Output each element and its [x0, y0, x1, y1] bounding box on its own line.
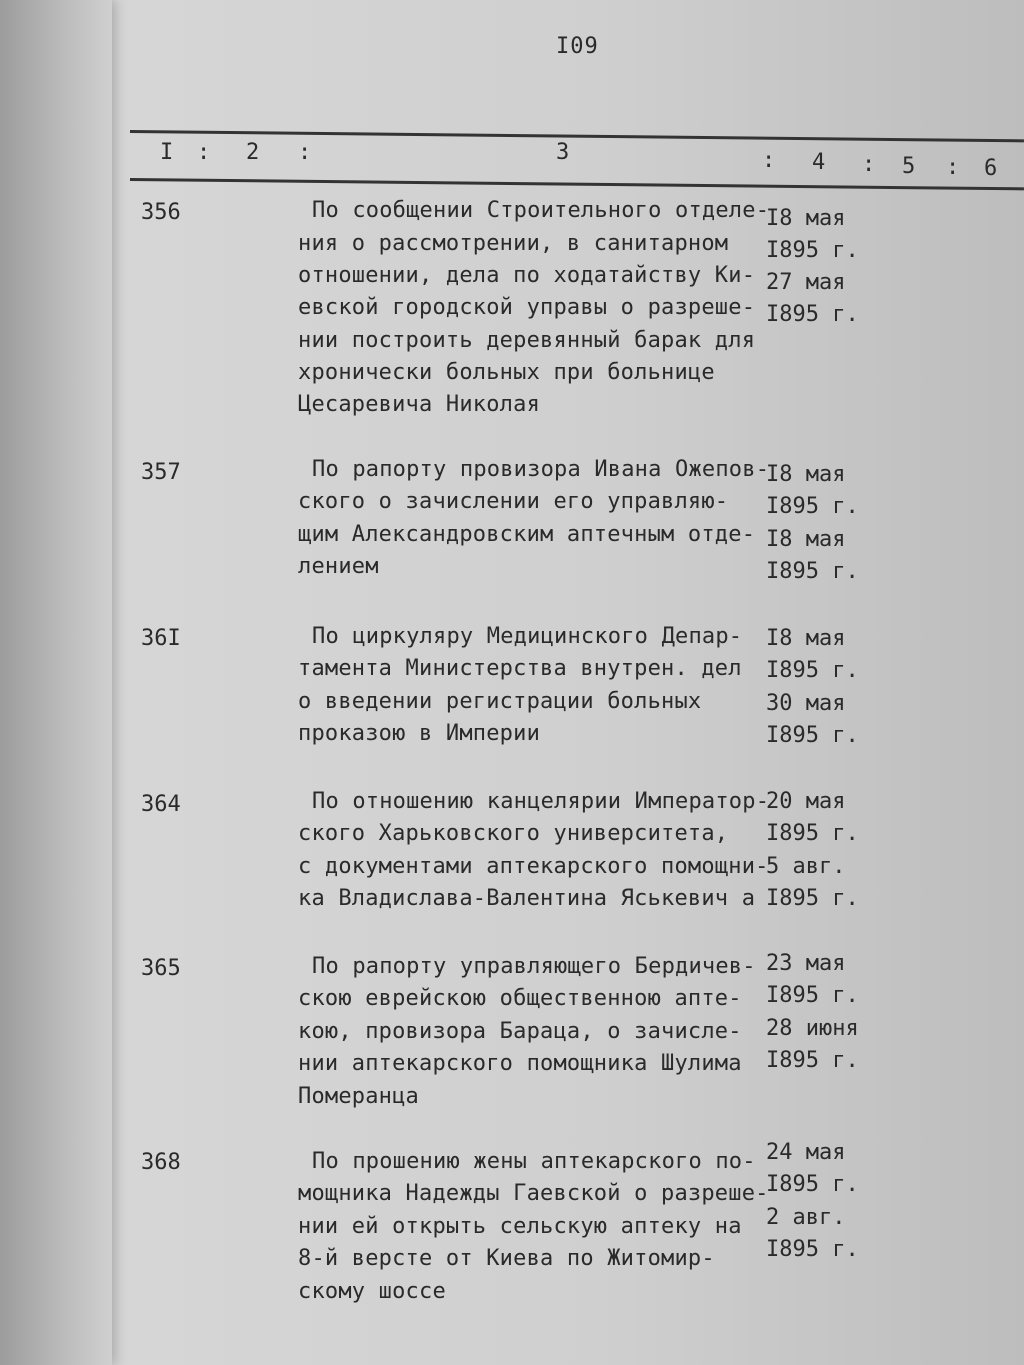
entry-date: 24 мая — [766, 1140, 846, 1165]
entry-number: 364 — [141, 792, 181, 817]
entry-text-line: ка Владислава-Валентина Яськевич а — [298, 886, 756, 911]
entry-number: 357 — [141, 460, 181, 485]
entry-number: 365 — [141, 956, 181, 981]
entry-text-line: хронически больных при больнице — [298, 360, 715, 385]
entry-date: 23 мая — [766, 951, 846, 976]
column-header-1: I — [160, 140, 174, 165]
column-header-4: 4 — [812, 150, 826, 175]
entry-text-line: Цесаревича Николая — [298, 392, 541, 417]
entry-number: 368 — [141, 1150, 181, 1175]
entry-text-line: отношении, дела по ходатайству Ки- — [298, 263, 756, 288]
entry-date: I895 г. — [766, 821, 859, 846]
page-number: I09 — [556, 34, 599, 59]
entry-text-line: скою еврейскою общественною апте- — [298, 986, 742, 1011]
entry-text-line: нии построить деревянный барак для — [298, 328, 756, 353]
column-header-sep: : — [862, 152, 876, 177]
binding-gutter — [0, 0, 112, 1365]
column-header-3: 3 — [556, 140, 570, 165]
entry-text-line: скому шоссе — [298, 1279, 446, 1304]
entry-date: I8 мая — [766, 527, 846, 552]
entry-date: I895 г. — [766, 1172, 859, 1197]
entry-text-line: ского о зачислении его управляю- — [298, 489, 729, 514]
entry-date: 28 июня — [766, 1016, 859, 1041]
entry-text-line: По рапорту управляющего Бердичев- — [312, 954, 756, 979]
table-header-bottom-rule — [130, 178, 1024, 190]
entry-date: I8 мая — [766, 462, 846, 487]
entry-text-line: нии ей открыть сельскую аптеку на — [298, 1214, 742, 1239]
entry-text-line: нии аптекарского помощника Шулима — [298, 1051, 742, 1076]
column-header-sep: : — [762, 148, 776, 173]
column-header-2: 2 — [246, 140, 260, 165]
entry-date: I895 г. — [766, 559, 859, 584]
entry-date: 5 авг. — [766, 854, 846, 879]
entry-text-line: ния о рассмотрении, в санитарном — [298, 231, 729, 256]
column-header-sep: : — [298, 140, 312, 165]
entry-date: I8 мая — [766, 626, 846, 651]
entry-number: 36I — [141, 626, 181, 651]
column-header-sep: : — [197, 140, 211, 165]
entry-date: I895 г. — [766, 238, 859, 263]
entry-date: I8 мая — [766, 206, 846, 231]
entry-date: I895 г. — [766, 723, 859, 748]
entry-text-line: По сообщении Строительного отделе- — [312, 198, 770, 223]
entry-text-line: с документами аптекарского помощни- — [298, 854, 769, 879]
entry-text-line: тамента Министерства внутрен. дел — [298, 656, 742, 681]
entry-text-line: По отношению канцелярии Император- — [312, 789, 770, 814]
entry-date: 30 мая — [766, 691, 846, 716]
entry-text-line: По прошению жены аптекарского по- — [312, 1149, 756, 1174]
entry-date: I895 г. — [766, 1237, 859, 1262]
entry-date: I895 г. — [766, 494, 859, 519]
entry-date: I895 г. — [766, 886, 859, 911]
table-header-top-rule — [130, 130, 1024, 142]
entry-text-line: о введении регистрации больных — [298, 689, 702, 714]
entry-text-line: 8-й версте от Киева по Житомир- — [298, 1246, 715, 1271]
entry-text-line: По рапорту провизора Ивана Ожепов- — [312, 457, 770, 482]
column-header-sep: : — [946, 155, 960, 180]
entry-text-line: щим Александровским аптечным отде- — [298, 522, 756, 547]
entry-date: I895 г. — [766, 1048, 859, 1073]
entry-date: 2 авг. — [766, 1205, 846, 1230]
entry-text-line: лением — [298, 554, 379, 579]
entry-text-line: евской городской управы о разреше- — [298, 295, 756, 320]
column-header-6: 6 — [984, 156, 998, 181]
entry-text-line: По циркуляру Медицинского Депар- — [312, 624, 743, 649]
entry-date: I895 г. — [766, 302, 859, 327]
entry-text-line: Померанца — [298, 1084, 420, 1109]
entry-text-line: проказою в Империи — [298, 721, 541, 746]
entry-text-line: кою, провизора Бараца, о зачисле- — [298, 1019, 742, 1044]
entry-number: 356 — [141, 200, 181, 225]
entry-date: I895 г. — [766, 983, 859, 1008]
entry-text-line: ского Харьковского университета, — [298, 821, 729, 846]
column-header-5: 5 — [902, 154, 916, 179]
entry-date: I895 г. — [766, 658, 859, 683]
entry-text-line: мощника Надежды Гаевской о разреше- — [298, 1181, 769, 1206]
entry-date: 27 мая — [766, 270, 846, 295]
entry-date: 20 мая — [766, 789, 846, 814]
